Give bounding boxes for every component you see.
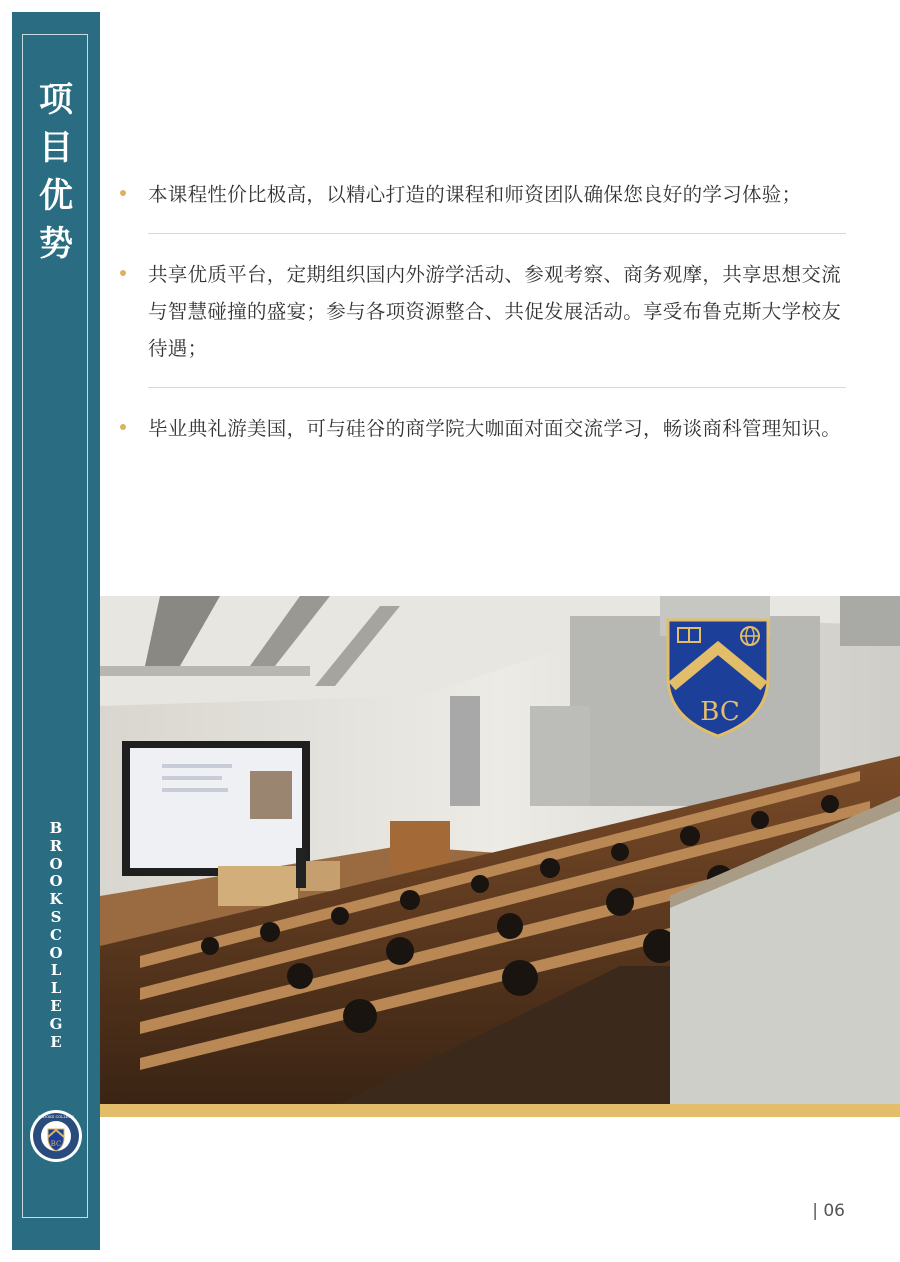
svg-text:BROOKS COLLEGE: BROOKS COLLEGE [37,1115,75,1119]
brand-vertical-text: B R O O K S C O L L E G E [49,819,63,1051]
sidebar [12,12,100,1250]
advantages-list [120,176,846,447]
svg-text:BC: BC [50,1140,62,1148]
gold-accent-bar [100,1104,900,1117]
bullet-icon [120,270,126,276]
item-text: 毕业典礼游美国，可与硅谷的商学院大咖面对面交流学习，畅谈商科管理知识。 [148,417,842,440]
page-number: | 06 [812,1201,845,1221]
college-seal-icon [29,1109,83,1163]
list-item [120,410,846,447]
lecture-hall-photo [100,596,900,1104]
section-title: 项 目 优 势 [39,80,73,264]
list-item [120,176,846,213]
item-text: 共享优质平台，定期组织国内外游学活动、参观考察、商务观摩，共享思想交流与智慧碰撞的盛宴；参与各项资源整合、共促发展活动。享受布鲁克斯大学校友待遇； [148,263,842,360]
bullet-icon [120,424,126,430]
lecture-hall-illustration [100,596,900,1104]
divider [148,233,846,234]
crest-initials: BC [700,697,740,727]
bullet-icon [120,190,126,196]
item-text: 本课程性价比极高，以精心打造的课程和师资团队确保您良好的学习体验； [148,183,802,206]
divider [148,387,846,388]
list-item [120,256,846,367]
